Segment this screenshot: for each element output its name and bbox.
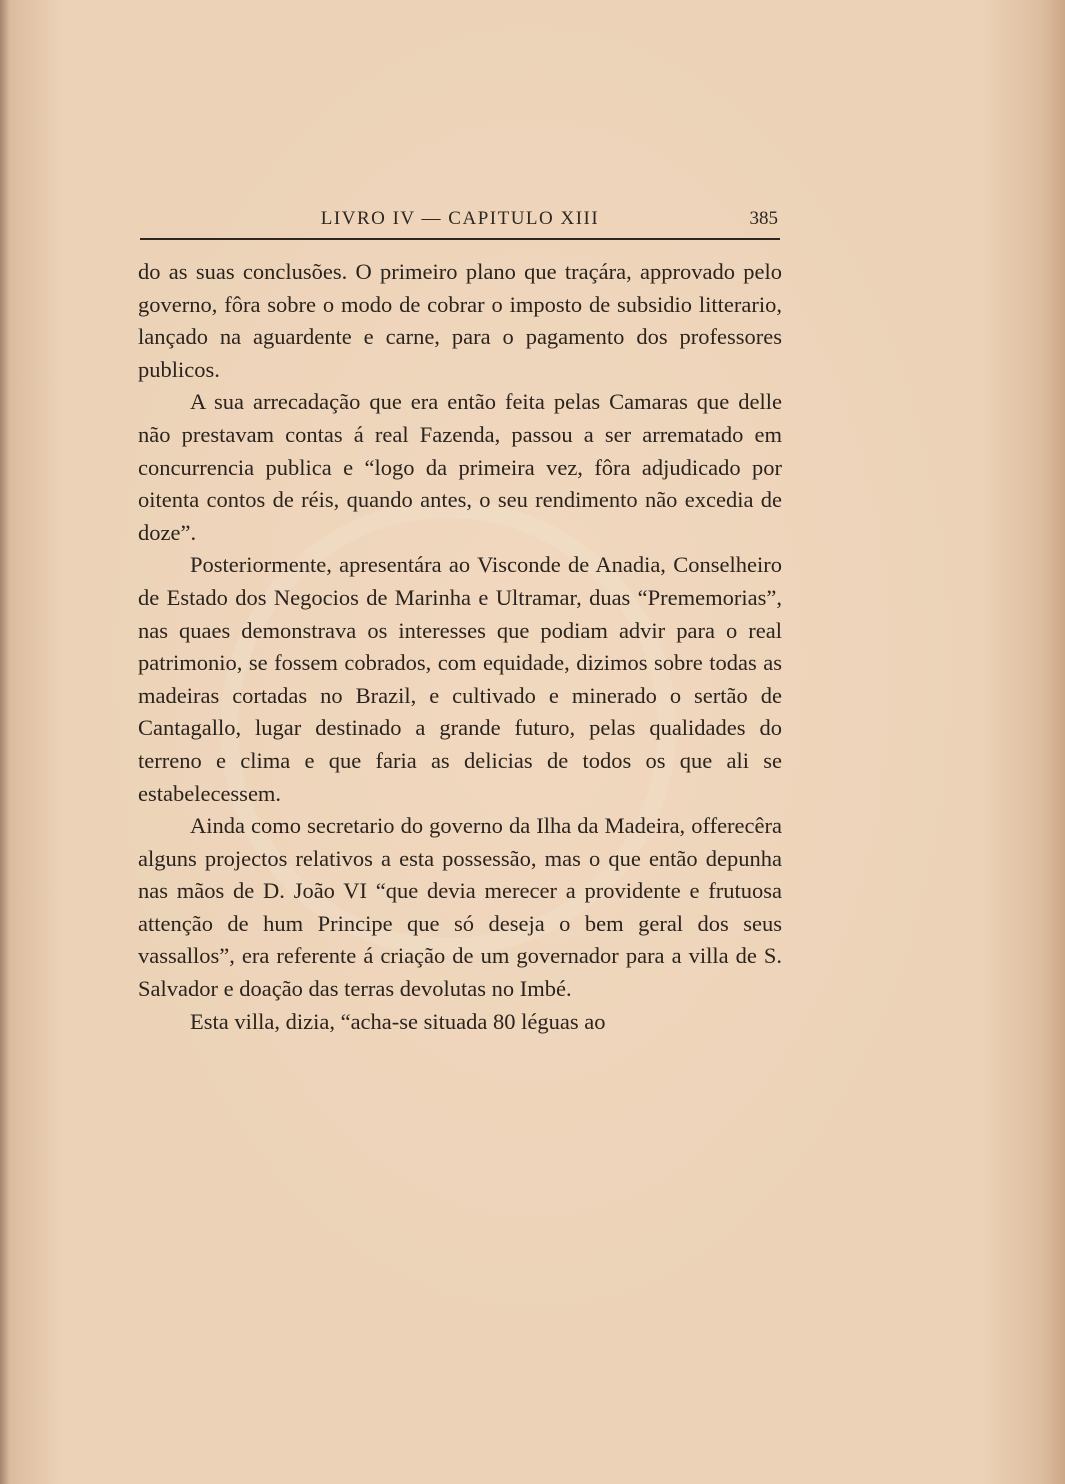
- body-text: [138, 256, 782, 1038]
- running-title: LIVRO IV — CAPITULO XIII: [320, 208, 600, 229]
- paragraph-4: Ainda como secretario do governo da Ilha da Madeira, offerecêra alguns projectos relativos a esta possessão, mas o que então depunha nas mãos de D. João VI “que devia merecer a providente e frutuosa attenção de hum Principe que só deseja o bem geral dos seus vassallos”, era referente á criação de um governador para a villa de S. Salvador e doação das terras devolutas no Imbé.: [138, 813, 782, 1002]
- running-header: [140, 204, 780, 240]
- paragraph-3: Posteriormente, apresentára ao Visconde de Anadia, Conselheiro de Estado dos Negocios de Marinha e Ultramar, duas “Prememorias”, nas quaes demonstrava os interesses que podiam advir para o real patrimonio, se fossem cobrados, com equidade, dizimos sobre todas as madeiras cortadas no Brazil, e cultivado e minerado o sertão de Cantagallo, lugar destinado a grande futuro, pelas qualidades do terreno e clima e que faria as delicias de todos os que ali se estabelecessem.: [138, 552, 782, 806]
- page-right-edge: [1043, 0, 1065, 1484]
- paragraph-5: Esta villa, dizia, “acha-se situada 80 léguas ao: [190, 1008, 606, 1034]
- paragraph-2: A sua arrecadação que era então feita pelas Camaras que delle não prestavam contas á real Fazenda, passou a ser arrematado em concurrencia publica e “logo da primeira vez, fôra adjudicado por oitenta contos de réis, quando antes, o seu rendimento não excedia de doze”.: [138, 389, 782, 545]
- page-number: 385: [749, 208, 778, 229]
- page-left-shadow: [0, 0, 10, 1484]
- paragraph-1: do as suas conclusões. O primeiro plano que traçára, approvado pelo governo, fôra sobre o modo de cobrar o imposto de subsidio litterario, lançado na aguardente e carne, para o pagamento dos professores publicos.: [138, 259, 782, 382]
